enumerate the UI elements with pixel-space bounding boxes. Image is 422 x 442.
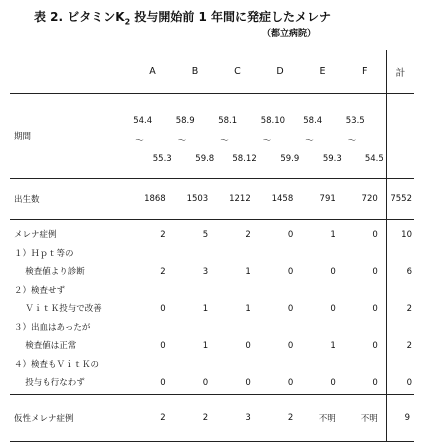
header-corner xyxy=(10,50,131,94)
melena-col-f xyxy=(344,220,387,395)
melena-col-c xyxy=(216,220,259,395)
melena-label-cell xyxy=(10,220,131,395)
melena-value: 0 xyxy=(160,304,166,314)
melena-label: 検査値は正常 xyxy=(14,341,77,351)
pseudo-cell: 3 xyxy=(216,395,259,442)
period-end: 55.3 xyxy=(152,154,172,164)
row-label-period: 期間 xyxy=(10,94,131,179)
pseudo-cell: 2 xyxy=(259,395,302,442)
row-label-pseudo-melena: 仮性メレナ症例 xyxy=(10,395,131,442)
period-cell xyxy=(174,94,217,179)
pseudo-cell: 2 xyxy=(131,395,174,442)
header-cell: F xyxy=(344,50,387,94)
melena-value: 1 xyxy=(245,304,251,314)
melena-value xyxy=(301,282,344,301)
pseudo-cell: 不明 xyxy=(301,395,344,442)
melena-value: 0 xyxy=(202,378,209,388)
melena-value: 3 xyxy=(202,267,209,277)
caption-suffix: 投与開始前 1 年間に発症したメレナ xyxy=(130,10,332,24)
births-cell: 1868 xyxy=(131,179,174,220)
melena-col-b xyxy=(174,220,217,395)
pseudo-cell: 2 xyxy=(174,395,217,442)
melena-value: 1 xyxy=(202,341,209,351)
period-end: 59.8 xyxy=(195,154,215,164)
melena-value: 0 xyxy=(287,341,294,351)
melena-label-stack xyxy=(10,226,131,393)
melena-value xyxy=(174,282,217,301)
melena-label: ４）検査もＶｉｔＫの xyxy=(14,359,100,370)
melena-value: 0 xyxy=(330,304,336,314)
period-total-cell xyxy=(386,94,414,179)
period-start: 53.5 xyxy=(345,116,365,126)
melena-value xyxy=(216,282,259,301)
period-end: 59.3 xyxy=(322,154,342,164)
births-cell: 1458 xyxy=(259,179,302,220)
melena-value xyxy=(301,319,344,338)
period-end: 59.9 xyxy=(280,154,300,164)
births-cell: 720 xyxy=(344,179,387,220)
pseudo-total-cell: 9 xyxy=(386,395,414,442)
melena-value: 0 xyxy=(406,378,412,388)
melena-values-stack xyxy=(131,226,174,393)
melena-value xyxy=(387,356,414,375)
melena-values-stack xyxy=(301,226,344,393)
melena-value: 0 xyxy=(245,378,251,388)
melena-value: 0 xyxy=(287,304,294,314)
melena-value: 2 xyxy=(406,304,412,314)
melena-value: 1 xyxy=(245,267,251,277)
header-cell: E xyxy=(301,50,344,94)
melena-col-d xyxy=(259,220,302,395)
melena-values-stack xyxy=(259,226,302,393)
melena-value xyxy=(344,245,386,264)
period-row xyxy=(10,94,414,179)
table-source: （都立病院） xyxy=(262,29,317,39)
melena-label: ＶｉｔＫ投与で改善 xyxy=(14,304,102,314)
births-cell: 1503 xyxy=(174,179,217,220)
melena-value xyxy=(259,319,302,338)
melena-value: 0 xyxy=(372,378,378,388)
header-cell: A xyxy=(131,50,174,94)
melena-col-e xyxy=(301,220,344,395)
melena-value xyxy=(259,282,302,301)
melena-value: 2 xyxy=(160,230,166,240)
melena-value: 5 xyxy=(202,230,209,240)
melena-value xyxy=(301,245,344,264)
melena-value xyxy=(131,356,174,375)
melena-value: 0 xyxy=(372,304,378,314)
melena-value xyxy=(387,282,414,301)
period-end: 58.12 xyxy=(232,154,257,164)
melena-value xyxy=(301,356,344,375)
period-start: 58.4 xyxy=(303,116,323,126)
melena-value xyxy=(259,245,302,264)
melena-value: 10 xyxy=(401,230,412,240)
period-cell xyxy=(259,94,302,179)
melena-value xyxy=(174,245,217,264)
melena-value: 2 xyxy=(160,267,166,277)
header-cell: B xyxy=(174,50,217,94)
melena-value: 0 xyxy=(372,341,378,351)
period-start: 58.9 xyxy=(175,116,195,126)
period-dash: ～ xyxy=(347,136,357,146)
melena-label: ３）出血はあったが xyxy=(14,322,91,333)
melena-value xyxy=(131,282,174,301)
period-start: 54.4 xyxy=(133,116,153,126)
table-caption xyxy=(34,8,331,26)
header-cell: C xyxy=(216,50,259,94)
melena-value xyxy=(131,319,174,338)
melena-value: 0 xyxy=(287,230,294,240)
births-row xyxy=(10,179,414,220)
melena-value xyxy=(344,282,386,301)
melena-value: 2 xyxy=(245,230,251,240)
melena-value: 0 xyxy=(245,341,251,351)
period-cell xyxy=(216,94,259,179)
melena-values-stack xyxy=(174,226,217,393)
caption-prefix: 表 2. ビタミンK xyxy=(34,10,125,24)
melena-label: 検査値より診断 xyxy=(14,267,85,277)
header-cell: D xyxy=(259,50,302,94)
melena-value: 1 xyxy=(330,230,336,240)
period-end: 54.5 xyxy=(364,154,384,164)
melena-value: 0 xyxy=(372,267,378,277)
melena-values-stack xyxy=(216,226,259,393)
melena-value xyxy=(131,245,174,264)
melena-values-stack xyxy=(387,226,414,393)
header-row xyxy=(10,50,414,94)
period-dash: ～ xyxy=(305,136,314,146)
melena-value: 6 xyxy=(406,267,412,277)
melena-value xyxy=(387,245,414,264)
melena-value: 0 xyxy=(287,267,294,277)
period-cell xyxy=(131,94,174,179)
melena-value: 0 xyxy=(160,341,166,351)
melena-col-a xyxy=(131,220,174,395)
melena-col-total xyxy=(386,220,414,395)
melena-value: 0 xyxy=(287,378,294,388)
melena-label: メレナ症例 xyxy=(14,230,57,240)
melena-value: 0 xyxy=(330,378,336,388)
melena-value xyxy=(387,319,414,338)
period-cell xyxy=(344,94,387,179)
period-start: 58.10 xyxy=(260,116,286,126)
period-start: 58.1 xyxy=(218,116,238,126)
caption-subscript: 2 xyxy=(124,17,131,27)
melena-values-stack xyxy=(344,226,386,393)
melena-value xyxy=(174,319,217,338)
melena-value: 1 xyxy=(202,304,209,314)
melena-value: 0 xyxy=(330,267,336,277)
period-cell xyxy=(301,94,344,179)
melena-table xyxy=(10,50,414,442)
melena-value xyxy=(259,356,302,375)
births-cell: 791 xyxy=(301,179,344,220)
births-cell: 1212 xyxy=(216,179,259,220)
pseudo-melena-row xyxy=(10,395,414,442)
melena-value xyxy=(216,319,259,338)
period-dash: ～ xyxy=(177,136,187,146)
melena-value xyxy=(344,356,386,375)
melena-value: 0 xyxy=(160,378,166,388)
period-dash: ～ xyxy=(262,136,272,146)
melena-label: １）Ｈｐｔ等の xyxy=(14,248,74,259)
pseudo-cell: 不明 xyxy=(344,395,387,442)
period-dash: ～ xyxy=(135,136,144,146)
melena-value: 1 xyxy=(330,341,336,351)
melena-row xyxy=(10,220,414,395)
melena-value: 2 xyxy=(406,341,412,351)
births-total-cell: 7552 xyxy=(386,179,414,220)
melena-label: 投与も行なわず xyxy=(14,378,85,388)
melena-value xyxy=(216,245,259,264)
period-dash: ～ xyxy=(220,136,229,146)
melena-label: ２）検査せず xyxy=(14,285,66,296)
header-cell-total: 計 xyxy=(386,50,414,94)
melena-value xyxy=(344,319,386,338)
melena-value: 0 xyxy=(372,230,378,240)
row-label-births: 出生数 xyxy=(10,179,131,220)
melena-value xyxy=(174,356,217,375)
melena-value xyxy=(216,356,259,375)
